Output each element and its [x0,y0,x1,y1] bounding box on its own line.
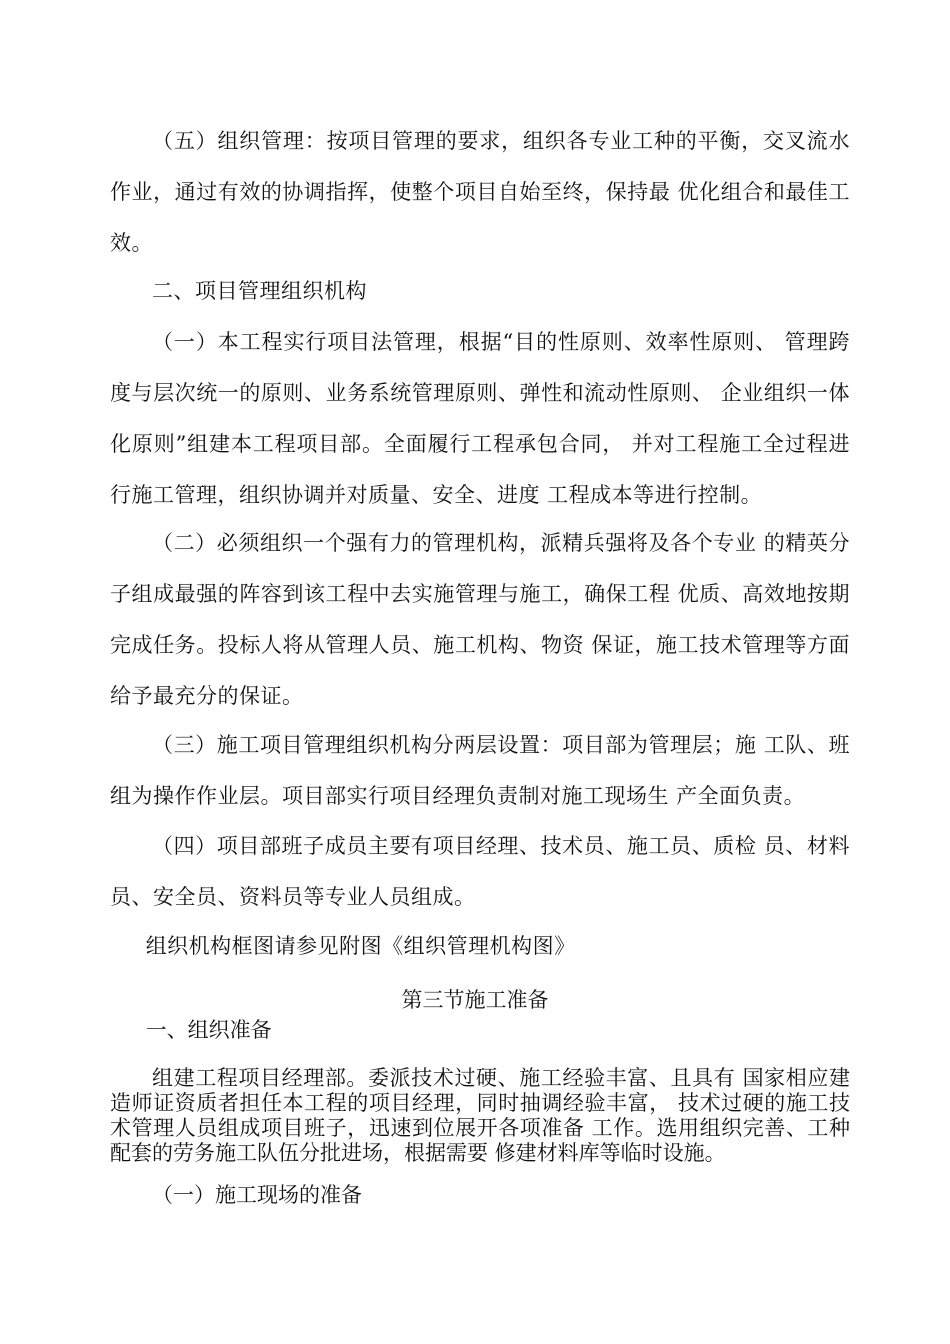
section-title: 第三节施工准备 [401,988,549,1012]
paragraph-management-body: （二）必须组织一个强有力的管理机构，派精兵强将及各个专业 的精英分子组成最强的阵容到该工程中去实施管理与施工，确保工程 优质、高效地按期完成任务。投标人将从管理人员、施工机构、物资 保证，施工技术管理等方面给予最充分的保证。 [110,531,850,708]
paragraph-project-method-management: （一）本工程实行项目法管理，根据“目的性原则、效率性原则、 管理跨度与层次统一的原则、业务系统管理原则、弹性和流动性原则、 企业组织一体化原则”组建本工程项目部。全面履行工程承包合同， 并对工程施工全过程进行施工管理，组织协调并对质量、安全、进度 工程成本等进行控制。 [110,330,850,507]
heading-site-preparation: （一）施工现场的准备 [152,1183,362,1207]
paragraph-two-layer-structure: （三）施工项目管理组织机构分两层设置：项目部为管理层；施 工队、班组为操作作业层。项目部实行项目经理负责制对施工现场生 产全面负责。 [110,733,850,808]
paragraph-team-members: （四）项目部班子成员主要有项目经理、技术员、施工员、质检 员、材料员、安全员、资料员等专业人员组成。 [110,834,850,909]
heading-organization-preparation: 一、组织准备 [145,1018,272,1042]
paragraph-chart-reference: 组织机构框图请参见附图《组织管理机构图》 [145,934,576,958]
heading-project-management-structure: 二、项目管理组织机构 [152,279,367,303]
paragraph-organization-management: （五）组织管理：按项目管理的要求，组织各专业工种的平衡，交叉流水作业，通过有效的协调指挥，使整个项目自始至终，保持最 优化组合和最佳工效。 [110,129,850,255]
paragraph-organization-preparation: 组建工程项目经理部。委派技术过硬、施工经验丰富、且具有 国家相应建造师证资质者担任本工程的项目经理，同时抽调经验丰富， 技术过硬的施工技术管理人员组成项目班子，迅速到位展开各项准备 工作。选用组织完善、工种配套的劳务施工队伍分批进场，根据需要 修建材料库等临时设施。 [110,1066,850,1165]
